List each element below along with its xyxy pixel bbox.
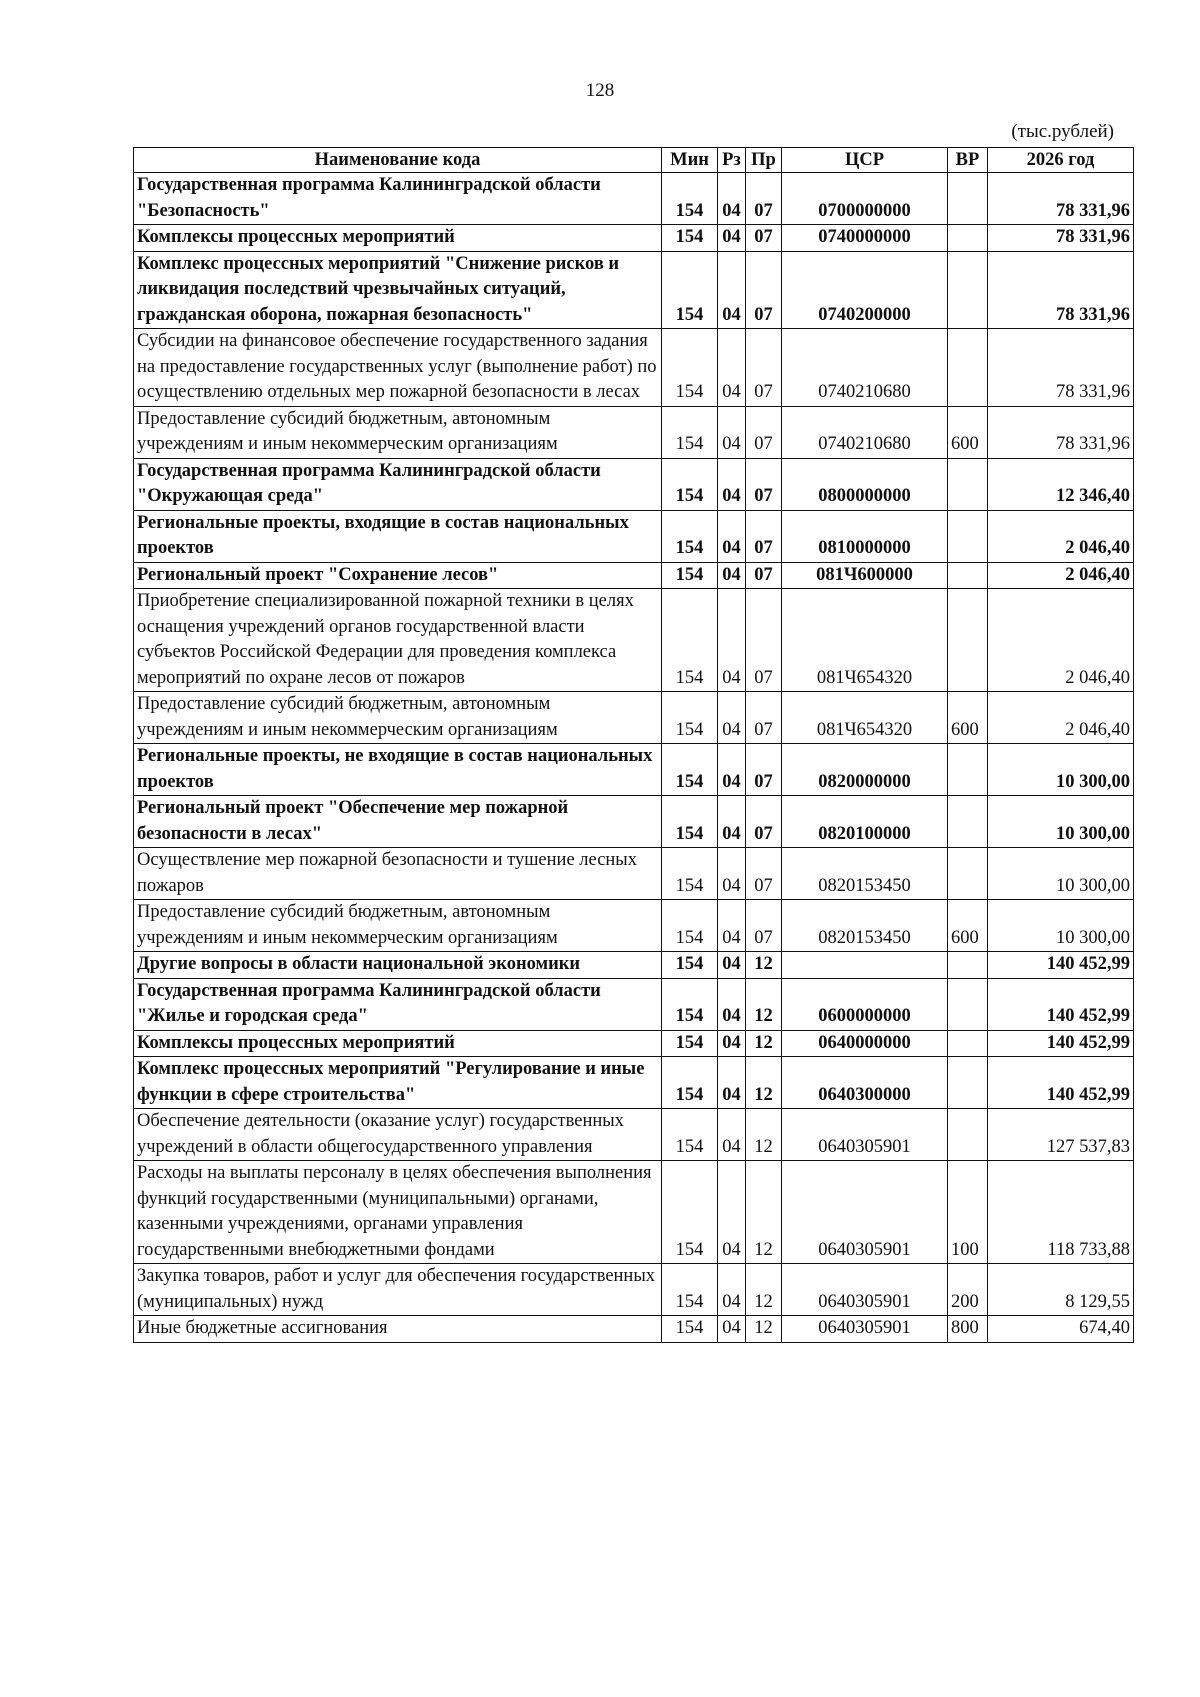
- table-row: [134, 1264, 1134, 1316]
- row-rz-cell: 04: [718, 1109, 746, 1161]
- row-csr-cell: 081Ч654320: [782, 589, 948, 692]
- row-sum-cell: 78 331,96: [988, 225, 1134, 252]
- row-pr-cell: 12: [746, 1057, 782, 1109]
- row-sum-cell: 2 046,40: [988, 589, 1134, 692]
- table-row: [134, 1057, 1134, 1109]
- table-header-row: [134, 148, 1134, 173]
- row-sum-cell: 127 537,83: [988, 1109, 1134, 1161]
- row-pr-cell: 07: [746, 900, 782, 952]
- row-name-cell: Государственная программа Калининградской области "Окружающая среда": [134, 458, 662, 510]
- row-min-cell: 154: [662, 848, 718, 900]
- row-vr-cell: [948, 952, 988, 979]
- row-name-cell: Предоставление субсидий бюджетным, автономным учреждениям и иным некоммерческим организациям: [134, 900, 662, 952]
- row-rz-cell: 04: [718, 1161, 746, 1264]
- row-pr-cell: 12: [746, 952, 782, 979]
- row-rz-cell: 04: [718, 329, 746, 407]
- row-min-cell: 154: [662, 796, 718, 848]
- row-csr-cell: 0740210680: [782, 406, 948, 458]
- row-min-cell: 154: [662, 173, 718, 225]
- row-name-cell: Иные бюджетные ассигнования: [134, 1316, 662, 1343]
- row-rz-cell: 04: [718, 173, 746, 225]
- row-min-cell: 154: [662, 692, 718, 744]
- row-sum-cell: 140 452,99: [988, 1030, 1134, 1057]
- row-name-cell: Государственная программа Калининградской области "Жилье и городская среда": [134, 978, 662, 1030]
- row-min-cell: 154: [662, 1109, 718, 1161]
- table-row: [134, 796, 1134, 848]
- row-min-cell: 154: [662, 589, 718, 692]
- row-pr-cell: 07: [746, 251, 782, 329]
- row-vr-cell: [948, 589, 988, 692]
- row-pr-cell: 12: [746, 978, 782, 1030]
- table-row: [134, 329, 1134, 407]
- row-sum-cell: 10 300,00: [988, 744, 1134, 796]
- row-name-cell: Комплекс процессных мероприятий "Регулирование и иные функции в сфере строительства": [134, 1057, 662, 1109]
- table-row: [134, 562, 1134, 589]
- table-row: [134, 1109, 1134, 1161]
- table-row: [134, 406, 1134, 458]
- row-vr-cell: [948, 562, 988, 589]
- row-pr-cell: 07: [746, 692, 782, 744]
- row-rz-cell: 04: [718, 1316, 746, 1343]
- table-body: [134, 173, 1134, 1343]
- row-vr-cell: 600: [948, 406, 988, 458]
- row-min-cell: 154: [662, 458, 718, 510]
- row-vr-cell: [948, 1030, 988, 1057]
- row-name-cell: Региональные проекты, входящие в состав национальных проектов: [134, 510, 662, 562]
- table-row: [134, 225, 1134, 252]
- row-pr-cell: 07: [746, 562, 782, 589]
- row-csr-cell: 0740000000: [782, 225, 948, 252]
- row-csr-cell: 0640305901: [782, 1316, 948, 1343]
- row-name-cell: Комплекс процессных мероприятий "Снижение рисков и ликвидация последствий чрезвычайных ситуаций, гражданская оборона, пожарная безопасность": [134, 251, 662, 329]
- row-min-cell: 154: [662, 1161, 718, 1264]
- row-csr-cell: 0700000000: [782, 173, 948, 225]
- row-vr-cell: [948, 1109, 988, 1161]
- table-row: [134, 589, 1134, 692]
- row-csr-cell: 0820000000: [782, 744, 948, 796]
- row-min-cell: 154: [662, 1264, 718, 1316]
- row-rz-cell: 04: [718, 1030, 746, 1057]
- row-min-cell: 154: [662, 251, 718, 329]
- row-csr-cell: 0740200000: [782, 251, 948, 329]
- row-sum-cell: 140 452,99: [988, 978, 1134, 1030]
- row-csr-cell: 081Ч654320: [782, 692, 948, 744]
- table-row: [134, 510, 1134, 562]
- row-vr-cell: [948, 251, 988, 329]
- row-min-cell: 154: [662, 744, 718, 796]
- row-pr-cell: 12: [746, 1264, 782, 1316]
- header-pr: Пр: [746, 148, 782, 173]
- row-min-cell: 154: [662, 952, 718, 979]
- row-sum-cell: 10 300,00: [988, 848, 1134, 900]
- row-vr-cell: [948, 510, 988, 562]
- row-vr-cell: [948, 173, 988, 225]
- row-rz-cell: 04: [718, 562, 746, 589]
- row-min-cell: 154: [662, 1316, 718, 1343]
- row-sum-cell: 78 331,96: [988, 251, 1134, 329]
- units-label: (тыс.рублей): [1011, 121, 1114, 142]
- row-sum-cell: 140 452,99: [988, 1057, 1134, 1109]
- row-csr-cell: 0810000000: [782, 510, 948, 562]
- row-pr-cell: 12: [746, 1161, 782, 1264]
- row-name-cell: Осуществление мер пожарной безопасности и тушение лесных пожаров: [134, 848, 662, 900]
- row-name-cell: Региональные проекты, не входящие в состав национальных проектов: [134, 744, 662, 796]
- row-sum-cell: 8 129,55: [988, 1264, 1134, 1316]
- row-rz-cell: 04: [718, 406, 746, 458]
- row-min-cell: 154: [662, 329, 718, 407]
- row-name-cell: Региональный проект "Обеспечение мер пожарной безопасности в лесах": [134, 796, 662, 848]
- row-csr-cell: 0640300000: [782, 1057, 948, 1109]
- table-row: [134, 900, 1134, 952]
- row-vr-cell: 600: [948, 900, 988, 952]
- table-row: [134, 1316, 1134, 1343]
- row-sum-cell: 10 300,00: [988, 900, 1134, 952]
- row-min-cell: 154: [662, 510, 718, 562]
- row-csr-cell: 0640000000: [782, 1030, 948, 1057]
- row-name-cell: Приобретение специализированной пожарной техники в целях оснащения учреждений органов государственной власти субъектов Российской Федерации для проведения комплекса мероприятий по охране лесов от пожаров: [134, 589, 662, 692]
- row-vr-cell: [948, 796, 988, 848]
- row-rz-cell: 04: [718, 251, 746, 329]
- header-rz: Рз: [718, 148, 746, 173]
- row-pr-cell: 07: [746, 329, 782, 407]
- row-vr-cell: 100: [948, 1161, 988, 1264]
- row-vr-cell: 200: [948, 1264, 988, 1316]
- row-csr-cell: 0820153450: [782, 848, 948, 900]
- row-vr-cell: [948, 978, 988, 1030]
- table-row: [134, 458, 1134, 510]
- row-sum-cell: 2 046,40: [988, 562, 1134, 589]
- row-sum-cell: 78 331,96: [988, 173, 1134, 225]
- row-csr-cell: 0740210680: [782, 329, 948, 407]
- row-min-cell: 154: [662, 1057, 718, 1109]
- row-min-cell: 154: [662, 225, 718, 252]
- row-pr-cell: 07: [746, 458, 782, 510]
- row-name-cell: Расходы на выплаты персоналу в целях обеспечения выполнения функций государственными (муниципальными) органами, казенными учреждениями, органами управления государственными внебюджетными фондами: [134, 1161, 662, 1264]
- row-vr-cell: 600: [948, 692, 988, 744]
- row-name-cell: Предоставление субсидий бюджетным, автономным учреждениям и иным некоммерческим организациям: [134, 692, 662, 744]
- row-rz-cell: 04: [718, 1264, 746, 1316]
- table-row: [134, 848, 1134, 900]
- row-name-cell: Закупка товаров, работ и услуг для обеспечения государственных (муниципальных) нужд: [134, 1264, 662, 1316]
- table-row: [134, 744, 1134, 796]
- row-sum-cell: 674,40: [988, 1316, 1134, 1343]
- table-row: [134, 952, 1134, 979]
- row-pr-cell: 12: [746, 1109, 782, 1161]
- row-name-cell: Другие вопросы в области национальной экономики: [134, 952, 662, 979]
- row-min-cell: 154: [662, 406, 718, 458]
- row-min-cell: 154: [662, 900, 718, 952]
- row-vr-cell: [948, 744, 988, 796]
- row-min-cell: 154: [662, 562, 718, 589]
- row-rz-cell: 04: [718, 589, 746, 692]
- row-rz-cell: 04: [718, 744, 746, 796]
- table-row: [134, 251, 1134, 329]
- row-sum-cell: 2 046,40: [988, 692, 1134, 744]
- row-vr-cell: [948, 329, 988, 407]
- row-rz-cell: 04: [718, 510, 746, 562]
- table-row: [134, 692, 1134, 744]
- row-rz-cell: 04: [718, 1057, 746, 1109]
- row-vr-cell: [948, 458, 988, 510]
- header-min: Мин: [662, 148, 718, 173]
- header-vr: ВР: [948, 148, 988, 173]
- row-pr-cell: 07: [746, 796, 782, 848]
- row-min-cell: 154: [662, 978, 718, 1030]
- row-rz-cell: 04: [718, 952, 746, 979]
- row-rz-cell: 04: [718, 225, 746, 252]
- row-vr-cell: [948, 1057, 988, 1109]
- row-sum-cell: 118 733,88: [988, 1161, 1134, 1264]
- row-rz-cell: 04: [718, 458, 746, 510]
- table-row: [134, 1161, 1134, 1264]
- budget-table: [133, 147, 1134, 1343]
- row-csr-cell: 0640305901: [782, 1161, 948, 1264]
- row-pr-cell: 12: [746, 1030, 782, 1057]
- row-pr-cell: 12: [746, 1316, 782, 1343]
- row-csr-cell: 0640305901: [782, 1109, 948, 1161]
- row-name-cell: Комплексы процессных мероприятий: [134, 225, 662, 252]
- row-pr-cell: 07: [746, 510, 782, 562]
- header-name: Наименование кода: [134, 148, 662, 173]
- row-csr-cell: 0640305901: [782, 1264, 948, 1316]
- row-sum-cell: 78 331,96: [988, 406, 1134, 458]
- row-csr-cell: 0600000000: [782, 978, 948, 1030]
- row-sum-cell: 10 300,00: [988, 796, 1134, 848]
- row-csr-cell: 081Ч600000: [782, 562, 948, 589]
- row-sum-cell: 78 331,96: [988, 329, 1134, 407]
- row-rz-cell: 04: [718, 848, 746, 900]
- row-pr-cell: 07: [746, 406, 782, 458]
- table-row: [134, 978, 1134, 1030]
- row-rz-cell: 04: [718, 900, 746, 952]
- row-vr-cell: [948, 225, 988, 252]
- row-name-cell: Региональный проект "Сохранение лесов": [134, 562, 662, 589]
- row-sum-cell: 140 452,99: [988, 952, 1134, 979]
- row-rz-cell: 04: [718, 796, 746, 848]
- table-row: [134, 173, 1134, 225]
- row-pr-cell: 07: [746, 173, 782, 225]
- header-csr: ЦСР: [782, 148, 948, 173]
- row-vr-cell: 800: [948, 1316, 988, 1343]
- table-row: [134, 1030, 1134, 1057]
- row-csr-cell: [782, 952, 948, 979]
- row-min-cell: 154: [662, 1030, 718, 1057]
- header-sum: 2026 год: [988, 148, 1134, 173]
- row-csr-cell: 0820153450: [782, 900, 948, 952]
- row-pr-cell: 07: [746, 225, 782, 252]
- row-name-cell: Обеспечение деятельности (оказание услуг) государственных учреждений в области общегосударственного управления: [134, 1109, 662, 1161]
- row-sum-cell: 2 046,40: [988, 510, 1134, 562]
- row-pr-cell: 07: [746, 744, 782, 796]
- page-number: 128: [585, 80, 615, 101]
- row-name-cell: Предоставление субсидий бюджетным, автономным учреждениям и иным некоммерческим организациям: [134, 406, 662, 458]
- row-csr-cell: 0820100000: [782, 796, 948, 848]
- row-vr-cell: [948, 848, 988, 900]
- row-sum-cell: 12 346,40: [988, 458, 1134, 510]
- row-rz-cell: 04: [718, 692, 746, 744]
- row-csr-cell: 0800000000: [782, 458, 948, 510]
- row-name-cell: Государственная программа Калининградской области "Безопасность": [134, 173, 662, 225]
- row-name-cell: Субсидии на финансовое обеспечение государственного задания на предоставление государственных услуг (выполнение работ) по осуществлению отдельных мер пожарной безопасности в лесах: [134, 329, 662, 407]
- row-rz-cell: 04: [718, 978, 746, 1030]
- row-pr-cell: 07: [746, 589, 782, 692]
- row-pr-cell: 07: [746, 848, 782, 900]
- row-name-cell: Комплексы процессных мероприятий: [134, 1030, 662, 1057]
